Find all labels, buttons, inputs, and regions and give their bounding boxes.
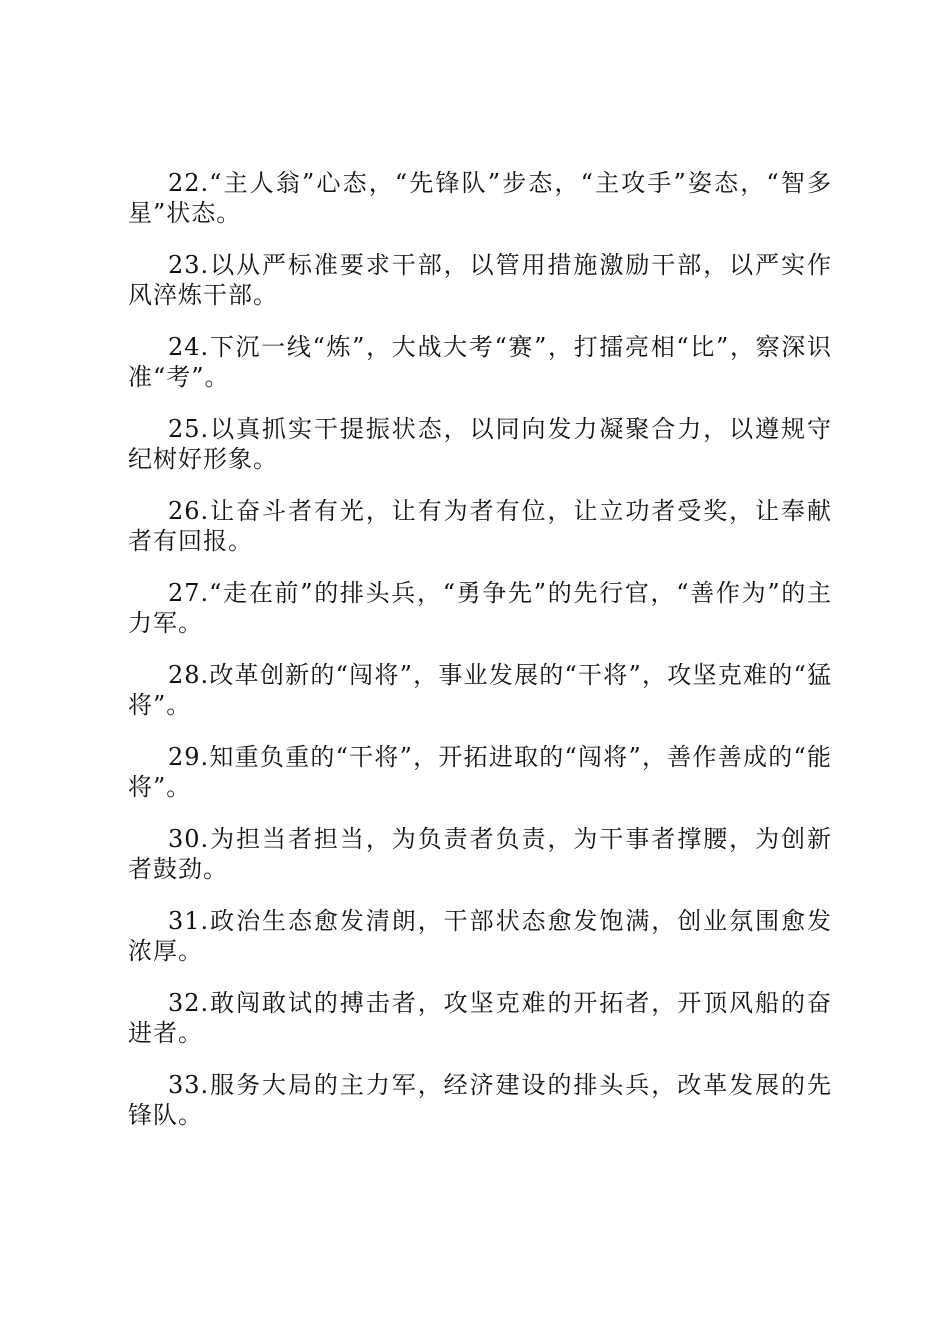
list-item: 29.知重负重的“干将”，开拓进取的“闯将”，善作善成的“能将”。 bbox=[128, 743, 832, 801]
list-item: 23.以从严标准要求干部，以管用措施激励干部，以严实作风淬炼干部。 bbox=[128, 251, 832, 309]
list-item: 32.敢闯敢试的搏击者，攻坚克难的开拓者，开顶风船的奋进者。 bbox=[128, 989, 832, 1047]
list-item: 24.下沉一线“炼”，大战大考“赛”，打擂亮相“比”，察深识准“考”。 bbox=[128, 333, 832, 391]
list-item: 25.以真抓实干提振状态，以同向发力凝聚合力，以遵规守纪树好形象。 bbox=[128, 415, 832, 473]
list-item: 31.政治生态愈发清朗，干部状态愈发饱满，创业氛围愈发浓厚。 bbox=[128, 907, 832, 965]
list-item: 28.改革创新的“闯将”，事业发展的“干将”，攻坚克难的“猛将”。 bbox=[128, 661, 832, 719]
list-item: 27.“走在前”的排头兵，“勇争先”的先行官，“善作为”的主力军。 bbox=[128, 579, 832, 637]
document-body bbox=[128, 168, 832, 1130]
list-item: 26.让奋斗者有光，让有为者有位，让立功者受奖，让奉献者有回报。 bbox=[128, 497, 832, 555]
list-item: 22.“主人翁”心态，“先锋队”步态，“主攻手”姿态，“智多星”状态。 bbox=[128, 169, 832, 227]
list-item: 33.服务大局的主力军，经济建设的排头兵，改革发展的先锋队。 bbox=[128, 1071, 832, 1129]
list-item: 30.为担当者担当，为负责者负责，为干事者撑腰，为创新者鼓劲。 bbox=[128, 825, 832, 883]
